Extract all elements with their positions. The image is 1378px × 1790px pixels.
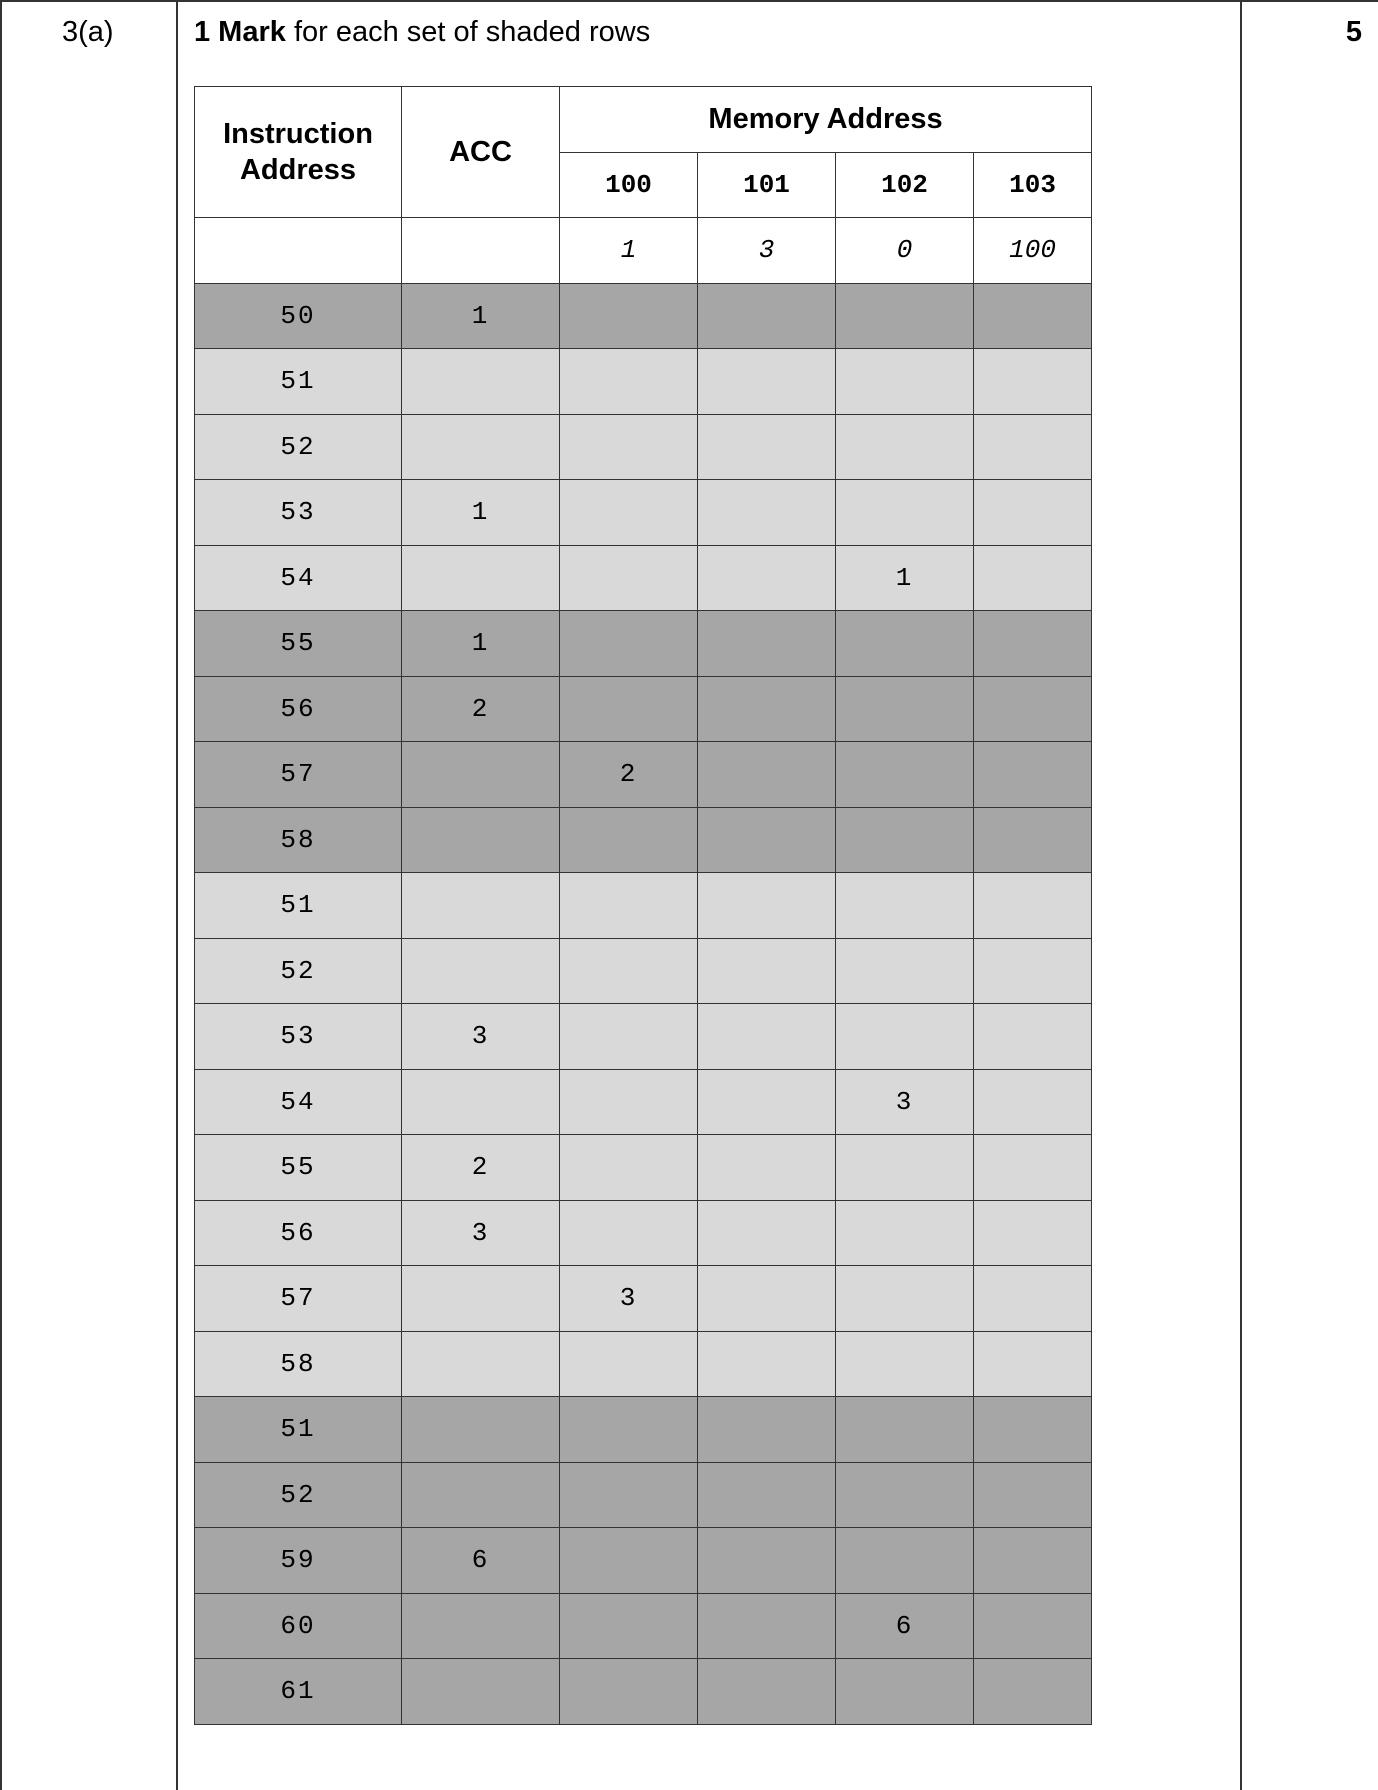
- table-cell: 100: [974, 218, 1092, 284]
- table-cell: [698, 676, 836, 742]
- table-cell: [974, 1069, 1092, 1135]
- table-cell: [698, 873, 836, 939]
- table-cell: [195, 218, 402, 284]
- table-cell: [560, 1200, 698, 1266]
- table-cell: 51: [195, 349, 402, 415]
- table-cell: 50: [195, 283, 402, 349]
- table-row: [195, 1331, 1092, 1397]
- table-cell: [560, 1069, 698, 1135]
- table-cell: 1: [402, 283, 560, 349]
- table-cell: [402, 938, 560, 1004]
- table-cell: [974, 545, 1092, 611]
- table-cell: [698, 742, 836, 808]
- table-cell: 1: [836, 545, 974, 611]
- table-row: [195, 1462, 1092, 1528]
- table-cell: [974, 414, 1092, 480]
- table-row: [195, 480, 1092, 546]
- table-cell: [560, 1135, 698, 1201]
- table-row: [195, 1200, 1092, 1266]
- frame-top-border: [0, 0, 1378, 2]
- table-cell: [974, 1397, 1092, 1463]
- trace-table: [194, 86, 1092, 1725]
- table-cell: [698, 1593, 836, 1659]
- table-cell: [560, 1659, 698, 1725]
- table-row: [195, 1397, 1092, 1463]
- question-number: 3(a): [62, 16, 114, 48]
- table-cell: [402, 1397, 560, 1463]
- table-cell: [560, 1593, 698, 1659]
- table-row: [195, 1659, 1092, 1725]
- table-cell: [402, 742, 560, 808]
- table-cell: 60: [195, 1593, 402, 1659]
- table-cell: [698, 1266, 836, 1332]
- table-cell: [974, 1266, 1092, 1332]
- table-cell: [974, 742, 1092, 808]
- table-cell: 2: [402, 676, 560, 742]
- table-cell: [402, 1331, 560, 1397]
- mark-instruction: [194, 16, 650, 49]
- initial-values-row: [195, 218, 1092, 284]
- table-cell: [974, 283, 1092, 349]
- header-acc: ACC: [402, 87, 560, 218]
- table-cell: 2: [560, 742, 698, 808]
- table-cell: [974, 1528, 1092, 1594]
- table-cell: 56: [195, 676, 402, 742]
- table-cell: [698, 1004, 836, 1070]
- table-cell: 52: [195, 1462, 402, 1528]
- table-row: [195, 1528, 1092, 1594]
- table-cell: [974, 1200, 1092, 1266]
- table-cell: [836, 1659, 974, 1725]
- table-cell: [974, 349, 1092, 415]
- table-row: [195, 611, 1092, 677]
- table-cell: 58: [195, 807, 402, 873]
- header-address-101: 101: [698, 152, 836, 218]
- instruction-text: for each set of shaded rows: [285, 16, 651, 48]
- table-row: [195, 938, 1092, 1004]
- marks-total: 5: [1345, 16, 1362, 48]
- table-cell: [402, 349, 560, 415]
- table-cell: [560, 1528, 698, 1594]
- table-cell: [974, 1659, 1092, 1725]
- table-cell: [560, 676, 698, 742]
- table-row: [195, 676, 1092, 742]
- table-cell: [836, 283, 974, 349]
- table-cell: [836, 742, 974, 808]
- table-cell: [698, 1331, 836, 1397]
- table-cell: [402, 1462, 560, 1528]
- table-cell: 51: [195, 873, 402, 939]
- table-cell: [560, 545, 698, 611]
- header-instruction-address: Instruction Address: [195, 87, 402, 218]
- header-memory-address: Memory Address: [560, 87, 1092, 153]
- table-cell: 3: [402, 1200, 560, 1266]
- table-cell: [560, 873, 698, 939]
- table-cell: [836, 611, 974, 677]
- table-cell: [560, 807, 698, 873]
- frame-left-border: [0, 0, 2, 1790]
- table-row: [195, 1069, 1092, 1135]
- table-cell: 52: [195, 938, 402, 1004]
- table-cell: 55: [195, 1135, 402, 1201]
- table-cell: 57: [195, 742, 402, 808]
- table-cell: [402, 807, 560, 873]
- table-cell: 2: [402, 1135, 560, 1201]
- table-cell: [402, 218, 560, 284]
- table-cell: [698, 283, 836, 349]
- table-cell: [402, 545, 560, 611]
- table-cell: [836, 480, 974, 546]
- table-cell: 53: [195, 1004, 402, 1070]
- table-row: [195, 1266, 1092, 1332]
- table-row: [195, 873, 1092, 939]
- table-cell: [836, 676, 974, 742]
- table-cell: [560, 414, 698, 480]
- trace-table-body: [195, 218, 1092, 1725]
- table-row: [195, 283, 1092, 349]
- table-cell: [698, 480, 836, 546]
- table-cell: [836, 1528, 974, 1594]
- table-cell: [560, 938, 698, 1004]
- table-cell: [698, 1135, 836, 1201]
- table-cell: [560, 1462, 698, 1528]
- table-row: [195, 807, 1092, 873]
- table-cell: [402, 1266, 560, 1332]
- frame-column-divider-1: [176, 0, 178, 1790]
- table-cell: [698, 1397, 836, 1463]
- table-cell: 57: [195, 1266, 402, 1332]
- table-cell: [402, 1593, 560, 1659]
- table-cell: [560, 283, 698, 349]
- table-cell: [560, 349, 698, 415]
- table-row: [195, 349, 1092, 415]
- table-row: [195, 414, 1092, 480]
- frame-column-divider-2: [1240, 0, 1242, 1790]
- table-cell: 55: [195, 611, 402, 677]
- table-row: [195, 1135, 1092, 1201]
- table-cell: [560, 1397, 698, 1463]
- table-cell: [698, 1659, 836, 1725]
- table-cell: [836, 1266, 974, 1332]
- instruction-bold: 1 Mark: [194, 16, 286, 48]
- table-cell: [836, 1397, 974, 1463]
- table-cell: [836, 1004, 974, 1070]
- table-cell: 59: [195, 1528, 402, 1594]
- table-cell: [698, 349, 836, 415]
- table-row: [195, 1593, 1092, 1659]
- table-row: [195, 1004, 1092, 1070]
- table-cell: [560, 480, 698, 546]
- table-cell: [560, 1004, 698, 1070]
- table-cell: [402, 1659, 560, 1725]
- table-cell: [402, 1069, 560, 1135]
- table-row: [195, 545, 1092, 611]
- table-cell: 53: [195, 480, 402, 546]
- table-cell: [974, 611, 1092, 677]
- table-cell: [836, 414, 974, 480]
- table-cell: [402, 414, 560, 480]
- table-cell: 6: [836, 1593, 974, 1659]
- table-cell: [836, 1135, 974, 1201]
- table-cell: [974, 1462, 1092, 1528]
- table-cell: [836, 1462, 974, 1528]
- table-cell: [974, 676, 1092, 742]
- table-cell: 61: [195, 1659, 402, 1725]
- table-cell: [836, 1331, 974, 1397]
- table-cell: [974, 873, 1092, 939]
- header-address-103: 103: [974, 152, 1092, 218]
- table-cell: [698, 611, 836, 677]
- table-cell: [560, 611, 698, 677]
- table-cell: [836, 1200, 974, 1266]
- table-cell: [698, 938, 836, 1004]
- table-cell: [974, 1593, 1092, 1659]
- table-cell: 1: [402, 480, 560, 546]
- table-cell: [698, 414, 836, 480]
- table-cell: 1: [560, 218, 698, 284]
- table-cell: 56: [195, 1200, 402, 1266]
- table-cell: 3: [698, 218, 836, 284]
- table-cell: 51: [195, 1397, 402, 1463]
- table-cell: 58: [195, 1331, 402, 1397]
- table-cell: [698, 1528, 836, 1594]
- table-cell: [836, 938, 974, 1004]
- table-cell: 54: [195, 545, 402, 611]
- header-address-102: 102: [836, 152, 974, 218]
- table-cell: [974, 1004, 1092, 1070]
- table-cell: 52: [195, 414, 402, 480]
- table-cell: 3: [836, 1069, 974, 1135]
- table-cell: 3: [402, 1004, 560, 1070]
- table-row: [195, 742, 1092, 808]
- table-cell: [698, 545, 836, 611]
- table-cell: 3: [560, 1266, 698, 1332]
- table-cell: [698, 1069, 836, 1135]
- table-cell: [974, 1135, 1092, 1201]
- header-address-100: 100: [560, 152, 698, 218]
- table-cell: [698, 1462, 836, 1528]
- table-cell: 6: [402, 1528, 560, 1594]
- table-cell: 1: [402, 611, 560, 677]
- table-cell: [402, 873, 560, 939]
- table-cell: [560, 1331, 698, 1397]
- table-cell: [974, 938, 1092, 1004]
- table-cell: [698, 807, 836, 873]
- table-cell: [698, 1200, 836, 1266]
- table-cell: [836, 873, 974, 939]
- table-cell: [836, 807, 974, 873]
- table-cell: [974, 807, 1092, 873]
- table-cell: 54: [195, 1069, 402, 1135]
- table-cell: [836, 349, 974, 415]
- table-cell: 0: [836, 218, 974, 284]
- table-cell: [974, 480, 1092, 546]
- table-cell: [974, 1331, 1092, 1397]
